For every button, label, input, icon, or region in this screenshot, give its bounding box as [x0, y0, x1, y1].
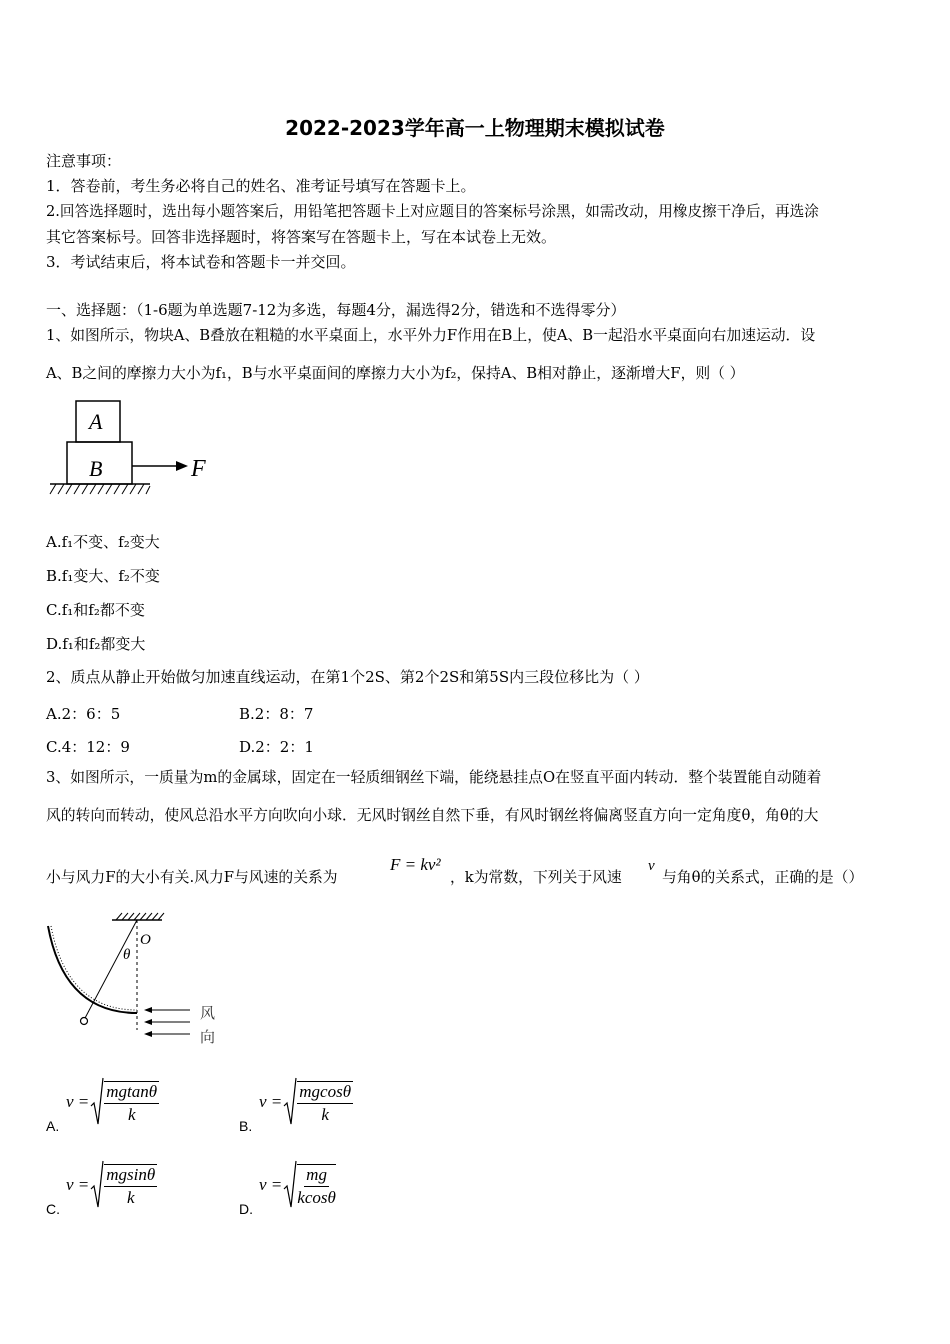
label-b: B — [89, 456, 103, 481]
option-letter: C. — [46, 1201, 60, 1217]
option-fraction — [104, 1081, 159, 1125]
notice-item-2-cont: 其它答案标号。回答非选择题时，将答案写在答题卡上，写在本试卷上无效。 — [46, 228, 557, 246]
section-heading: 一、选择题：（1-6题为单选题7-12为多选，每题4分，漏选得2分，错选和不选得零分） — [46, 301, 626, 319]
fraction-denominator: k — [127, 1105, 136, 1124]
sqrt-icon — [283, 1159, 297, 1211]
notice-item-3: 3．考试结束后，将本试卷和答题卡一并交回。 — [46, 253, 356, 271]
sqrt-icon — [283, 1076, 297, 1128]
steel-wire — [84, 920, 137, 1020]
q3-stem-line3c: 与角θ的关系式，正确的是（） — [662, 869, 864, 886]
notice-heading: 注意事项： — [46, 152, 122, 170]
q1-option-b[interactable]: B.f₁变大、f₂不变 — [46, 567, 160, 585]
q3-stem-line1: 3、如图所示，一质量为m的金属球，固定在一轻质细钢丝下端，能绕悬挂点O在竖直平面内转动．整个装置能自动随着 — [46, 769, 822, 786]
fraction-numerator: mg — [304, 1165, 329, 1187]
label-o: O — [140, 932, 151, 948]
q1-stem-line1: 1、如图所示，物块A、B叠放在粗糙的水平桌面上，水平外力F作用在B上，使A、B一起沿水平桌面向右加速运动．设 — [46, 327, 816, 344]
wind-arrowhead-2 — [144, 1019, 152, 1025]
q1-option-d[interactable]: D.f₁和f₂都变大 — [46, 635, 146, 653]
label-f: F — [191, 456, 206, 482]
fraction-numerator: mgtanθ — [104, 1082, 159, 1104]
q3-symbol-v: v — [648, 858, 655, 874]
option-lhs: v = — [66, 1092, 90, 1111]
q2-stem: 2、质点从静止开始做匀加速直线运动，在第1个2S、第2个2S和第5S内三段位移比为（ ） — [46, 668, 649, 686]
label-theta: θ — [123, 947, 131, 963]
notice-item-2: 2.回答选择题时，选出每小题答案后，用铅笔把答题卡上对应题目的答案标号涂黑，如需改动，用橡皮擦干净后，再选涂 — [46, 203, 819, 220]
sqrt-icon — [90, 1159, 104, 1211]
wind-arrowhead-3 — [144, 1031, 152, 1037]
q2-option-a[interactable]: A.2：6：5 — [46, 705, 121, 723]
fraction-denominator: k — [126, 1188, 135, 1207]
page-title: 2022-2023学年高一上物理期末模拟试卷 — [285, 116, 665, 140]
q3-stem-line3a: 小与风力F的大小有关.风力F与风速的关系为 — [46, 869, 338, 886]
q1-stem-line2: A、B之间的摩擦力大小为f₁，B与水平桌面间的摩擦力大小为f₂，保持A、B相对静止，逐渐增大F，则（ ） — [46, 365, 745, 382]
option-letter: A. — [46, 1118, 60, 1134]
fraction-denominator: k — [321, 1105, 329, 1124]
option-fraction — [104, 1164, 157, 1208]
q3-option-d[interactable] — [239, 1153, 336, 1217]
option-fraction — [297, 1164, 336, 1208]
q3-formula-force: F = kv² — [390, 855, 441, 874]
notice-item-1: 1．答卷前，考生务必将自己的姓名、准考证号填写在答题卡上。 — [46, 177, 476, 195]
option-lhs: v = — [259, 1175, 283, 1194]
fraction-numerator: mgsinθ — [104, 1165, 157, 1187]
q3-stem-line3b: ，k为常数，下列关于风速 — [450, 869, 622, 886]
option-letter: D. — [239, 1201, 253, 1217]
q2-option-b[interactable]: B.2：8：7 — [239, 705, 314, 723]
q1-figure-blocks — [48, 396, 218, 500]
arc-scale-ticks — [51, 926, 137, 1010]
option-lhs: v = — [66, 1175, 90, 1194]
q3-figure-pendulum — [44, 908, 234, 1050]
arc-scale — [48, 926, 137, 1013]
q3-option-c[interactable] — [46, 1153, 157, 1217]
fraction-denominator: kcosθ — [297, 1188, 336, 1207]
q3-option-a[interactable] — [46, 1070, 159, 1134]
metal-ball — [81, 1018, 88, 1025]
label-wind-2: 向 — [200, 1028, 216, 1046]
q3-option-b[interactable] — [239, 1070, 353, 1134]
force-arrowhead — [176, 461, 188, 471]
option-letter: B. — [239, 1118, 253, 1134]
ground-hatching — [50, 484, 150, 494]
q2-option-c[interactable]: C.4：12：9 — [46, 738, 130, 756]
q1-option-c[interactable]: C.f₁和f₂都不变 — [46, 601, 145, 619]
q2-option-d[interactable]: D.2：2：1 — [239, 738, 314, 756]
option-fraction — [297, 1081, 353, 1125]
ceiling-hatching — [116, 913, 164, 920]
sqrt-icon — [90, 1076, 104, 1128]
option-lhs: v = — [259, 1092, 283, 1111]
fraction-numerator: mgcosθ — [297, 1082, 353, 1104]
q1-option-a[interactable]: A.f₁不变、f₂变大 — [46, 533, 160, 551]
label-wind-1: 风 — [200, 1004, 216, 1022]
q3-stem-line2: 风的转向而转动，使风总沿水平方向吹向小球．无风时钢丝自然下垂，有风时钢丝将偏离竖直方向一定角度θ，角θ的大 — [46, 807, 819, 824]
wind-arrowhead-1 — [144, 1007, 152, 1013]
label-a: A — [89, 409, 103, 434]
